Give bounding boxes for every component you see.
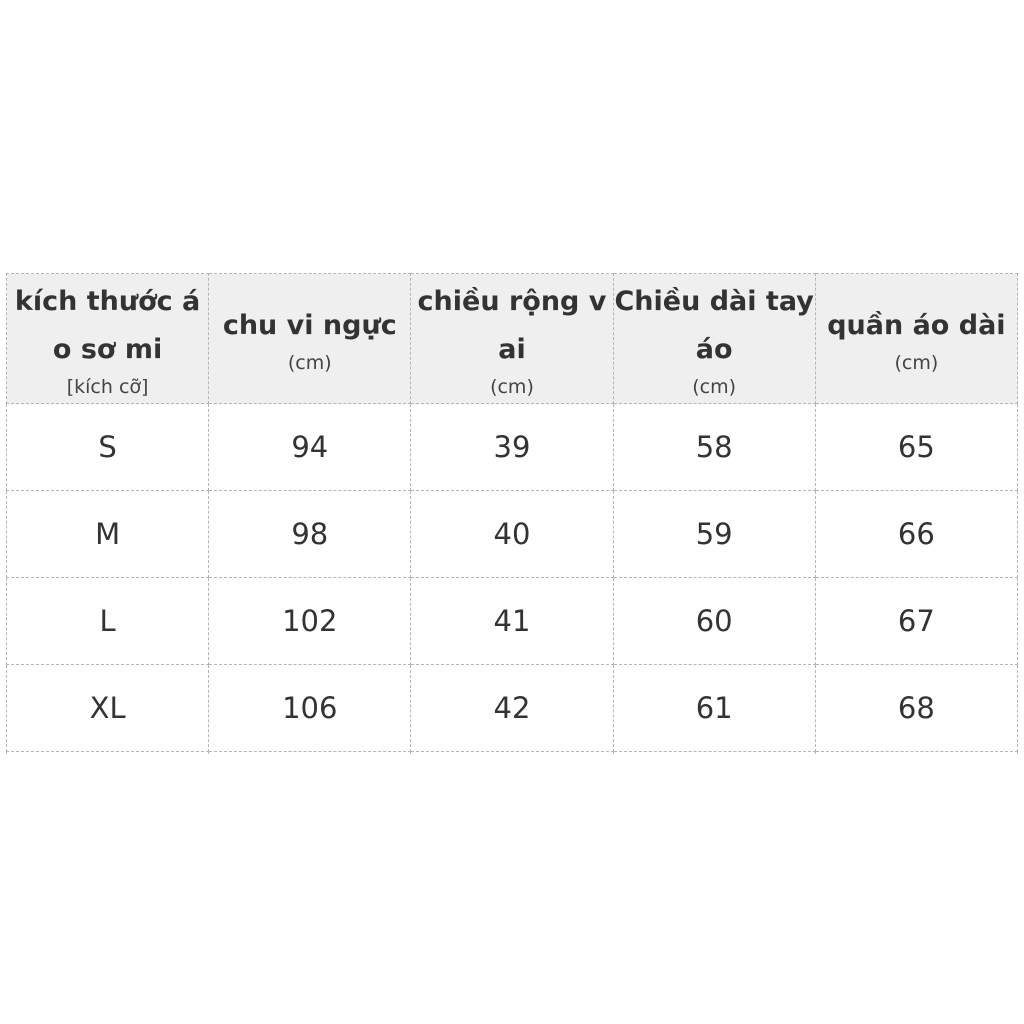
cell-length: 68 [815,665,1017,752]
header-shoulder-label: chiều rộng vai [417,285,607,365]
cell-sleeve: 59 [613,491,815,578]
cell-size: S [7,404,209,491]
cell-chest: 102 [209,578,411,665]
cell-empty [7,752,209,754]
table-row [7,491,1018,578]
table-row [7,665,1018,752]
cell-sleeve: 61 [613,665,815,752]
header-row [7,274,1018,404]
cell-empty [411,752,613,754]
cell-shoulder: 42 [411,665,613,752]
header-length [815,274,1017,404]
cell-size: L [7,578,209,665]
cell-length: 65 [815,404,1017,491]
header-sleeve-label: Chiều dài tay áo [614,285,814,365]
header-size-label: kích thước áo sơ mi [14,285,201,365]
header-sleeve [613,274,815,404]
cell-sleeve: 58 [613,404,815,491]
header-length-label: quần áo dài [827,309,1006,341]
cell-sleeve: 60 [613,578,815,665]
cell-empty [209,752,411,754]
header-sleeve-unit: (cm) [692,375,737,398]
size-chart-table [6,273,1018,754]
cell-chest: 94 [209,404,411,491]
header-chest [209,274,411,404]
header-chest-unit: (cm) [287,351,332,374]
header-size [7,274,209,404]
header-size-unit: [kích cỡ] [66,375,149,398]
cell-chest: 98 [209,491,411,578]
cell-size: XL [7,665,209,752]
table-row [7,404,1018,491]
cell-empty [815,752,1017,754]
table-row [7,578,1018,665]
header-shoulder-unit: (cm) [490,375,534,398]
header-shoulder [411,274,613,404]
header-chest-label: chu vi ngực [222,309,397,341]
cell-size: M [7,491,209,578]
cell-empty [613,752,815,754]
header-length-unit: (cm) [894,351,939,374]
cell-shoulder: 41 [411,578,613,665]
cell-length: 67 [815,578,1017,665]
cell-shoulder: 40 [411,491,613,578]
table-row-cut-off [7,752,1018,754]
cell-chest: 106 [209,665,411,752]
cell-shoulder: 39 [411,404,613,491]
cell-length: 66 [815,491,1017,578]
